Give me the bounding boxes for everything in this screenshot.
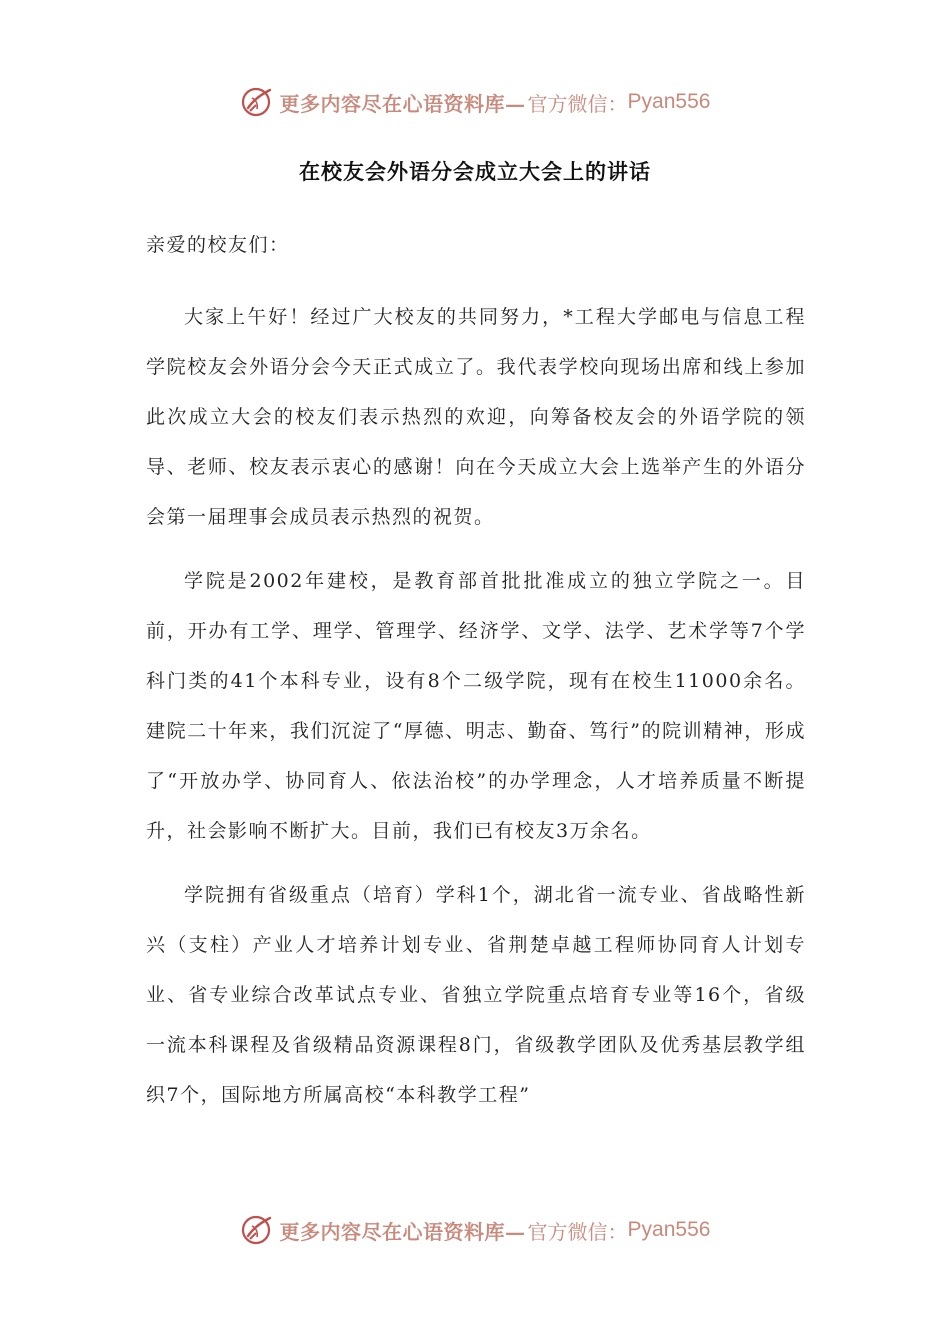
paragraph: 学院拥有省级重点（培育）学科1个，湖北省一流专业、省战略性新兴（支柱）产业人才培养计划专业、省荆楚卓越工程师协同育人计划专业、省专业综合改革试点专业、省独立学院重点培育专业等16个，省级一流本科课程及省级精品资源课程8门，省级教学团队及优秀基层教学组织7个，国际地方所属高校“本科教学工程” [146,884,806,1106]
watermark-wechat-label: 官方微信： [527,1219,628,1244]
salutation: 亲爱的校友们： [146,234,290,256]
paragraph: 大家上午好！经过广大校友的共同努力，*工程大学邮电与信息工程学院校友会外语分会今天正式成立了。我代表学校向现场出席和线上参加此次成立大会的校友们表示热烈的欢迎，向筹备校友会的外语学院的领导、老师、校友表示衷心的感谢！向在今天成立大会上选举产生的外语分会第一届理事会成员表示热烈的祝贺。 [146,306,806,528]
document-body [146,220,806,1134]
watermark-wechat-id: Pyan556 [627,1218,711,1241]
paragraph: 学院是2002年建校，是教育部首批批准成立的独立学院之一。目前，开办有工学、理学、管理学、经济学、文学、法学、艺术学等7个学科门类的41个本科专业，设有8个二级学院，现有在校生11000余名。建院二十年来，我们沉淀了“厚德、明志、勤奋、笃行”的院训精神，形成了“开放办学、协同育人、依法治校”的办学理念，人才培养质量不断提升，社会影响不断扩大。目前，我们已有校友3万余名。 [146,570,806,842]
watermark-brand-text: 更多内容尽在心语资料库— [279,91,526,116]
watermark-brand-text: 更多内容尽在心语资料库— [279,1219,526,1244]
footer-watermark [0,1210,950,1250]
document-title: 在校友会外语分会成立大会上的讲话 [299,159,651,184]
pen-logo-icon [240,84,276,120]
header-watermark [0,82,950,122]
watermark-wechat-id: Pyan556 [627,90,711,113]
watermark-wechat-label: 官方微信： [527,91,628,116]
pen-logo-icon [240,1212,276,1248]
